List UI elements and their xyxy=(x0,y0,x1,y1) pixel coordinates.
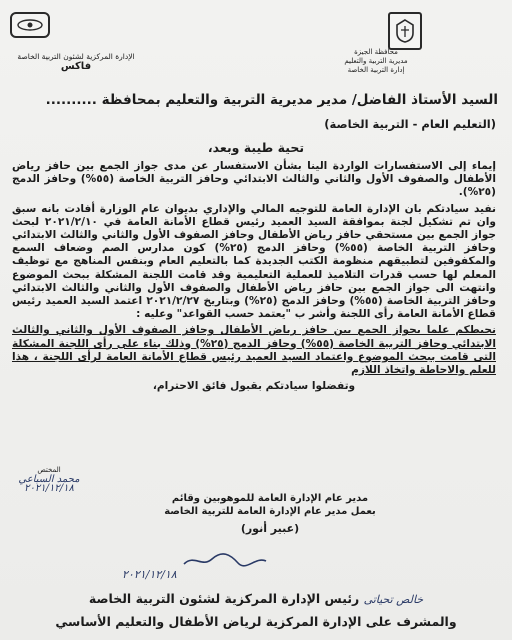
header-left-line1: الإدارة المركزية لشئون التربية الخاصة xyxy=(17,52,135,61)
signatory-name: (عبير أنور) xyxy=(240,522,300,535)
ministry-emblem-icon xyxy=(388,12,422,50)
header-ministry-text xyxy=(286,48,466,75)
header-department-text xyxy=(6,52,146,72)
signature-block xyxy=(120,492,420,535)
footer-title-2: والمشرف على الإدارة المركزية لرياض الأطفال والتعليم الأساسي xyxy=(55,614,457,629)
footer-signatory xyxy=(12,588,500,633)
clerk-initials xyxy=(14,466,84,493)
paragraph-1: إيماء إلى الاستفسارات الواردة الينا بشأن الاستفسار عن مدى جواز الجمع بين حافز رياض الأطفال والصفوف الأول والثاني والثالث الابتدائي وحافز التربية الخاصة (٥٥%) وحافز الدمج (٢٥%). xyxy=(12,160,496,199)
clerk-name: محمد السباعي xyxy=(18,474,80,485)
handwritten-greeting: خالص تحياتى xyxy=(363,593,424,606)
salutation: السيد الأستاذ الفاضل/ مدير مديرية التربية والتعليم بمحافظة .......... xyxy=(45,92,498,108)
signatory-title-2: بعمل مدير عام الإدارة العامة للتربية الخاصة xyxy=(164,506,376,517)
footer-title-1: رئيس الإدارة المركزية لشئون التربية الخاصة xyxy=(88,591,360,606)
paragraph-2: نفيد سيادتكم بان الإدارة العامة للتوجيه المالي والإداري بديوان عام الوزارة أفادت بانه سبق وان تم تشكيل لجنة بموافقة السيد العميد رئيس قطاع الأمانة العامة في ٢٠٢١/٢/١٠ لبحث جواز الجمع بين مستحقي حافز رياض الأطفال وحافز الصفوف الأول والثاني والثالث الابتدائي وحافز التربية الخاصة (٥٥%) وحافز الدمج (٢٥%) كون مدارس الصم وضعاف السمع والمكفوفين لتطبيقهم منظومة الكتب الجديدة كما بالتعليم العام وبنفس المناهج مع توظيف المعلم لها حسب قدرات التلاميذ للعملية التعليمية وقد قامت اللجنة المشكلة ببحث الموضوع وانتهت الى جواز الجمع بين حافز رياض الأطفال والصفوف الأول والثاني والثالث الابتدائي وحافز التربية الخاصة (٥٥%) وحافز الدمج (٢٥%) وبتاريخ ٢٠٢١/٢/٢٧ اعتمد السيد العميد رئيس قطاع الأمانة العامة رأى اللجنة وأشر ب "يعتمد حسب القواعد" وعليه : xyxy=(12,202,497,321)
paragraph-3: نحيطكم علما بجواز الجمع بين حافز رياض الأطفال وحافز الصفوف الأول والثاني والثالث الابتدائي وحافز التربية الخاصة (٥٥%) وحافز الدمج (٢٥%) وذلك بناء على رأى اللجنة المشكلة التى قامت ببحث الموضوع واعتماد السيد العميد رئيس قطاع الأمانة العامة لرأى اللجنة ، هذا للعلم والاحاطة واتخاذ اللازم xyxy=(12,324,496,377)
header-right-line1: محافظة الجيزة xyxy=(354,48,398,56)
signatory-title-1: مدير عام الإدارة العامة للموهوبين وقائم xyxy=(171,493,369,504)
fax-label: فاكس xyxy=(60,61,92,72)
clerk-label: المختص xyxy=(37,466,61,474)
header-right-line3: إدارة التربية الخاصة xyxy=(347,66,405,74)
greeting: تحية طيبة وبعد، xyxy=(207,140,305,155)
subject: (التعليم العام - التربية الخاصة) xyxy=(324,117,496,131)
closing-line: وتفضلوا سيادتكم بقبول فائق الاحترام، xyxy=(152,380,356,393)
header-right-line2: مديرية التربية والتعليم xyxy=(344,57,408,65)
special-education-logo-icon xyxy=(10,12,50,38)
handwritten-signature-icon xyxy=(180,550,270,570)
clerk-date: ٢٠٢١/١٢/١٨ xyxy=(24,483,74,494)
letter-body xyxy=(12,160,496,396)
signature-date: ٢٠٢١/١٢/١٨ xyxy=(122,568,177,581)
